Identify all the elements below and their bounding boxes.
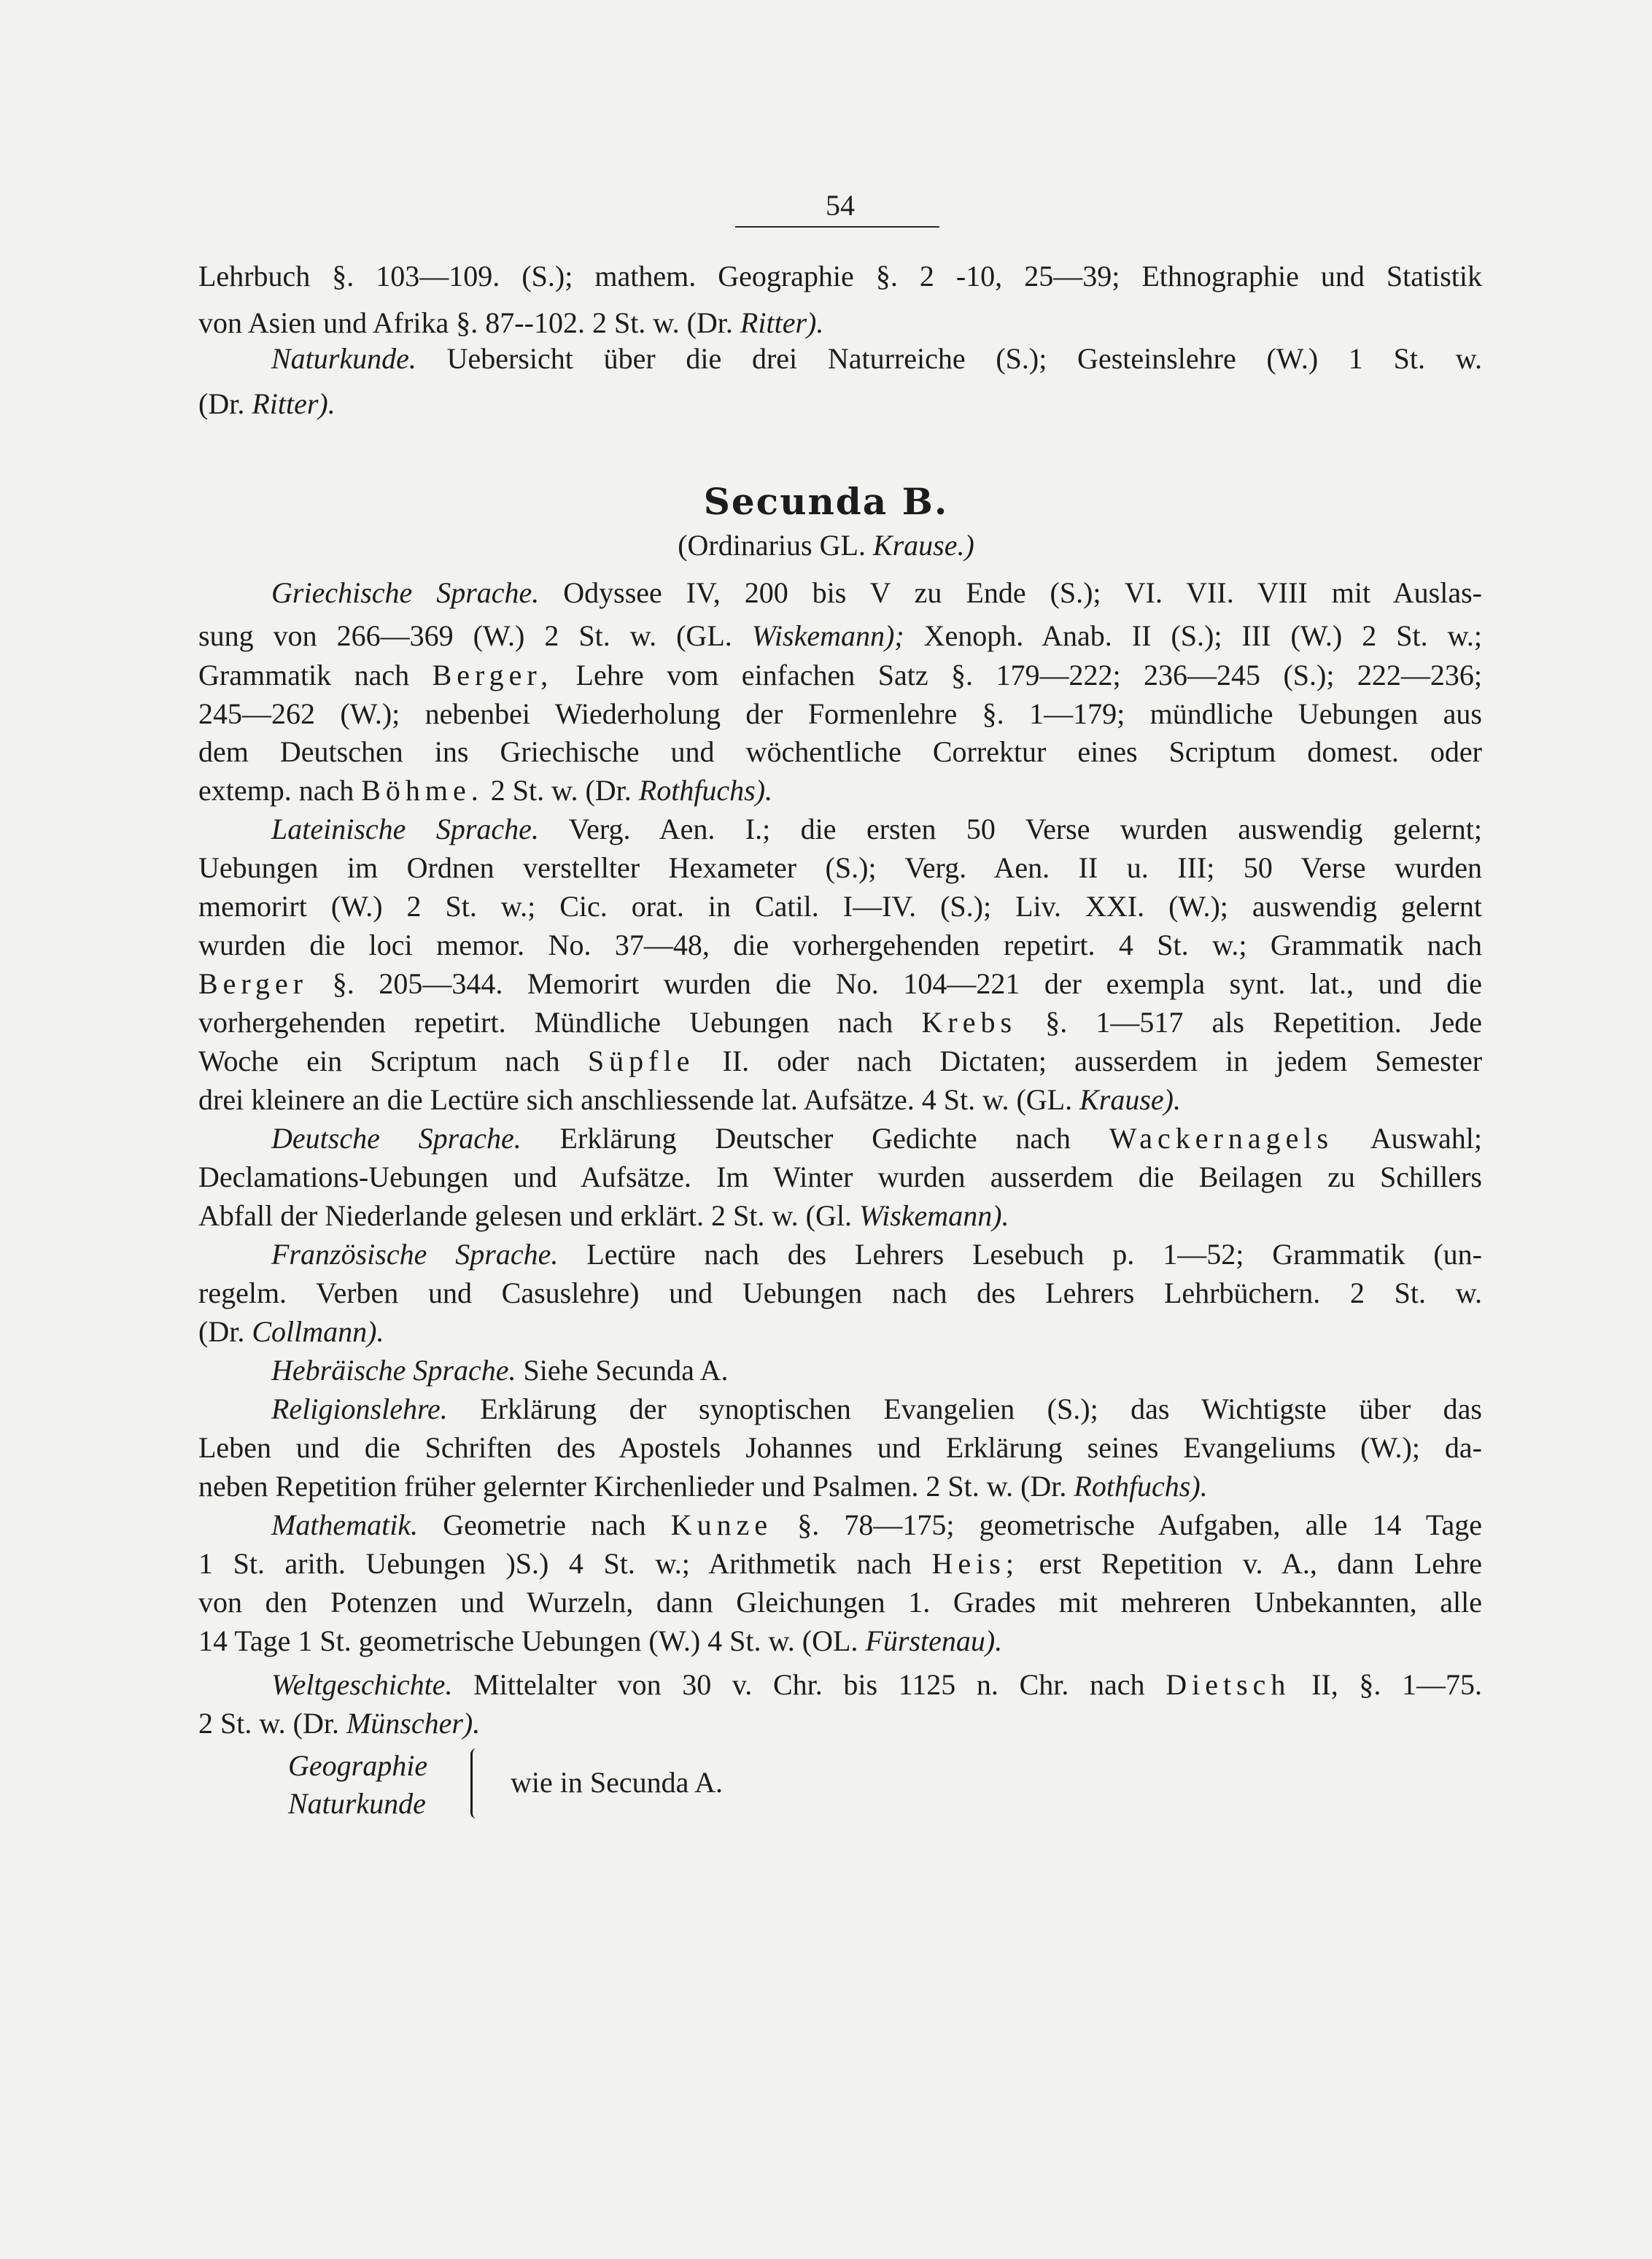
line-text: 2 St. w. (Dr. bbox=[198, 1707, 339, 1740]
line-text: Auswahl; bbox=[1370, 1122, 1483, 1155]
text-line bbox=[198, 965, 1482, 1003]
text-line bbox=[198, 888, 1482, 926]
line-text: sung von 266—369 (W.) 2 St. w. (GL. bbox=[198, 619, 732, 652]
line-text: vorhergehenden repetirt. Mündliche Uebungen nach bbox=[198, 1006, 893, 1039]
line-text: Uebersicht über die drei Naturreiche (S.); Gesteinslehre (W.) 1 St. w. bbox=[446, 342, 1482, 375]
line-text: II, §. 1—75. bbox=[1311, 1668, 1483, 1701]
text-line bbox=[198, 1705, 1482, 1743]
line-text: 1 St. arith. Uebungen )S.) 4 St. w.; Arithmetik nach bbox=[198, 1547, 912, 1580]
text-line bbox=[271, 1236, 1482, 1274]
line-text: Geometrie nach bbox=[443, 1508, 646, 1541]
subject-label: Mathematik. bbox=[271, 1508, 419, 1541]
text-line bbox=[198, 1545, 1482, 1583]
line-text: wurden die loci memor. No. 37—48, die vorhergehenden repetirt. 4 St. w.; Grammatik nach bbox=[198, 929, 1482, 961]
line-text: Odyssee IV, 200 bis V zu Ende (S.); VI. VII. VIII mit Auslas- bbox=[563, 576, 1483, 609]
line-text: regelm. Verben und Casuslehre) und Uebungen nach des Lehrers Lehrbüchern. 2 St. w. bbox=[198, 1276, 1482, 1309]
line-text: von den Potenzen und Wurzeln, dann Gleichungen 1. Grades mit mehreren Unbekannten, alle bbox=[198, 1586, 1482, 1619]
text-line bbox=[198, 695, 1482, 733]
text-line bbox=[271, 1120, 1482, 1158]
text-line bbox=[198, 1274, 1482, 1312]
line-text: 2 St. w. (Dr. bbox=[490, 774, 632, 807]
text-line bbox=[198, 1042, 1482, 1080]
text-line bbox=[198, 1313, 1482, 1351]
text-line bbox=[198, 1468, 1482, 1506]
author-name: Berger bbox=[198, 967, 309, 1000]
line-text: Leben und die Schriften des Apostels Johannes und Erklärung seines Evangeliums (W.); da- bbox=[198, 1431, 1482, 1464]
line-text: drei kleinere an die Lectüre sich anschliessende lat. Aufsätze. 4 St. w. (GL. bbox=[198, 1083, 1073, 1116]
line-text: von Asien und Afrika §. 87--102. 2 St. w. (Dr. bbox=[198, 306, 733, 339]
line-text: Siehe Secunda A. bbox=[523, 1354, 729, 1387]
text-line bbox=[271, 810, 1482, 848]
ordinarius bbox=[0, 528, 1652, 562]
teacher-name: Fürstenau). bbox=[865, 1624, 1003, 1657]
text-line bbox=[198, 385, 1482, 423]
teacher-name: Ritter). bbox=[740, 306, 824, 339]
author-name: Dietsch bbox=[1166, 1668, 1291, 1701]
line-text: II. oder nach Dictaten; ausserdem in jedem Semester bbox=[722, 1045, 1483, 1077]
line-text: Woche ein Scriptum nach bbox=[198, 1045, 560, 1077]
author-name: Böhme. bbox=[361, 774, 484, 807]
text-line bbox=[198, 617, 1482, 655]
line-text: Uebungen im Ordnen verstellter Hexameter (S.); Verg. Aen. II u. III; 50 Verse wurden bbox=[198, 851, 1482, 884]
line-text: Declamations-Uebungen und Aufsätze. Im Winter wurden ausserdem die Beilagen zu Schillers bbox=[198, 1161, 1482, 1193]
teacher-name: Rothfuchs). bbox=[1074, 1470, 1208, 1503]
teacher-name: Krause.) bbox=[872, 529, 974, 562]
teacher-name: Wiskemann). bbox=[859, 1199, 1009, 1232]
line-text: Erklärung der synoptischen Evangelien (S.); das Wichtigste über das bbox=[480, 1392, 1483, 1425]
text-line bbox=[198, 1158, 1482, 1196]
author-name: Wackernagels bbox=[1109, 1122, 1334, 1155]
line-text: Abfall der Niederlande gelesen und erklärt. 2 St. w. (Gl. bbox=[198, 1199, 852, 1232]
text-line bbox=[198, 257, 1482, 295]
line-text: 245—262 (W.); nebenbei Wiederholung der Formenlehre §. 1—179; mündliche Uebungen aus bbox=[198, 697, 1482, 730]
teacher-name: Ritter). bbox=[252, 387, 336, 420]
text-line bbox=[198, 656, 1482, 694]
text-line bbox=[198, 304, 1482, 342]
text-line bbox=[271, 1390, 1482, 1428]
line-text: Lehrbuch §. 103—109. (S.); mathem. Geographie §. 2 -10, 25—39; Ethnographie und Statistik bbox=[198, 260, 1482, 292]
line-text: memorirt (W.) 2 St. w.; Cic. orat. in Catil. I—IV. (S.); Liv. XXI. (W.); auswendig gelernt bbox=[198, 890, 1482, 923]
text-line bbox=[271, 340, 1482, 378]
line-text: dem Deutschen ins Griechische und wöchentliche Correktur eines Scriptum domest. oder bbox=[198, 735, 1482, 768]
line-text: Mittelalter von 30 v. Chr. bis 1125 n. Chr. nach bbox=[473, 1668, 1145, 1701]
line-text: extemp. nach bbox=[198, 774, 354, 807]
author-name: Süpfle bbox=[587, 1045, 695, 1077]
subject-label: Naturkunde. bbox=[271, 342, 416, 375]
teacher-name: Krause). bbox=[1079, 1083, 1181, 1116]
teacher-name: Wiskemann); bbox=[751, 619, 904, 652]
line-text: (Dr. bbox=[198, 1315, 245, 1348]
line-text: erst Repetition v. A., dann Lehre bbox=[1039, 1547, 1483, 1580]
text-line bbox=[198, 926, 1482, 964]
brace-text: wie in Secunda A. bbox=[511, 1766, 724, 1799]
subject-label: Deutsche Sprache. bbox=[271, 1122, 521, 1155]
line-text: Xenoph. Anab. II (S.); III (W.) 2 St. w.; bbox=[923, 619, 1483, 652]
line-text: neben Repetition früher gelernter Kirchenlieder und Psalmen. 2 St. w. (Dr. bbox=[198, 1470, 1067, 1503]
subject-label: Naturkunde bbox=[288, 1787, 426, 1820]
text-line bbox=[198, 1004, 1482, 1042]
text-line bbox=[271, 1352, 1482, 1390]
teacher-name: Rothfuchs). bbox=[638, 774, 773, 807]
line-text: Verg. Aen. I.; die ersten 50 Verse wurden auswendig gelernt; bbox=[568, 813, 1482, 845]
text-line bbox=[198, 733, 1482, 771]
text-line bbox=[198, 1584, 1482, 1621]
text-line bbox=[198, 849, 1482, 887]
line-text: §. 205—344. Memorirt wurden die No. 104—221 der exempla synt. lat., und die bbox=[332, 967, 1483, 1000]
line-text: Lectüre nach des Lehrers Lesebuch p. 1—52; Grammatik (un- bbox=[586, 1238, 1482, 1271]
brace bbox=[470, 1748, 481, 1818]
line-text: 14 Tage 1 St. geometrische Uebungen (W.) 4 St. w. (OL. bbox=[198, 1624, 858, 1657]
line-text: Erklärung Deutscher Gedichte nach bbox=[559, 1122, 1071, 1155]
subject-label: Lateinische Sprache. bbox=[271, 813, 539, 845]
author-name: Kunze bbox=[670, 1508, 773, 1541]
text-line bbox=[198, 1081, 1482, 1119]
author-name: Krebs bbox=[921, 1006, 1017, 1039]
line-text: (Dr. bbox=[198, 387, 245, 420]
subject-label: Hebräische Sprache. bbox=[271, 1354, 516, 1387]
line-text: Lehre vom einfachen Satz §. 179—222; 236—245 (S.); 222—236; bbox=[575, 659, 1483, 691]
text-line bbox=[198, 1429, 1482, 1467]
subject-label: Französische Sprache. bbox=[271, 1238, 559, 1271]
text-line bbox=[198, 1197, 1482, 1235]
ordinarius-label: (Ordinarius GL. bbox=[678, 529, 866, 562]
text-line bbox=[198, 772, 1482, 810]
text-line bbox=[271, 574, 1482, 612]
subject-label: Griechische Sprache. bbox=[271, 576, 540, 609]
brace-labels bbox=[288, 1747, 427, 1823]
subject-label: Religionslehre. bbox=[271, 1392, 448, 1425]
author-name: Berger, bbox=[432, 659, 554, 691]
line-text: §. 78—175; geometrische Aufgaben, alle 14 Tage bbox=[797, 1508, 1483, 1541]
author-name: Heis; bbox=[931, 1547, 1019, 1580]
text-line bbox=[271, 1666, 1482, 1704]
subject-label: Geographie bbox=[288, 1749, 428, 1782]
text-line bbox=[198, 1622, 1482, 1660]
page-number: 54 bbox=[826, 189, 855, 222]
text-line bbox=[271, 1506, 1482, 1544]
section-heading: Secunda B. bbox=[703, 480, 949, 523]
page-number-rule bbox=[735, 226, 939, 228]
teacher-name: Collmann). bbox=[252, 1315, 384, 1348]
teacher-name: Münscher). bbox=[346, 1707, 481, 1740]
subject-label: Weltgeschichte. bbox=[271, 1668, 453, 1701]
line-text: §. 1—517 als Repetition. Jede bbox=[1045, 1006, 1483, 1039]
line-text: Grammatik nach bbox=[198, 659, 410, 691]
